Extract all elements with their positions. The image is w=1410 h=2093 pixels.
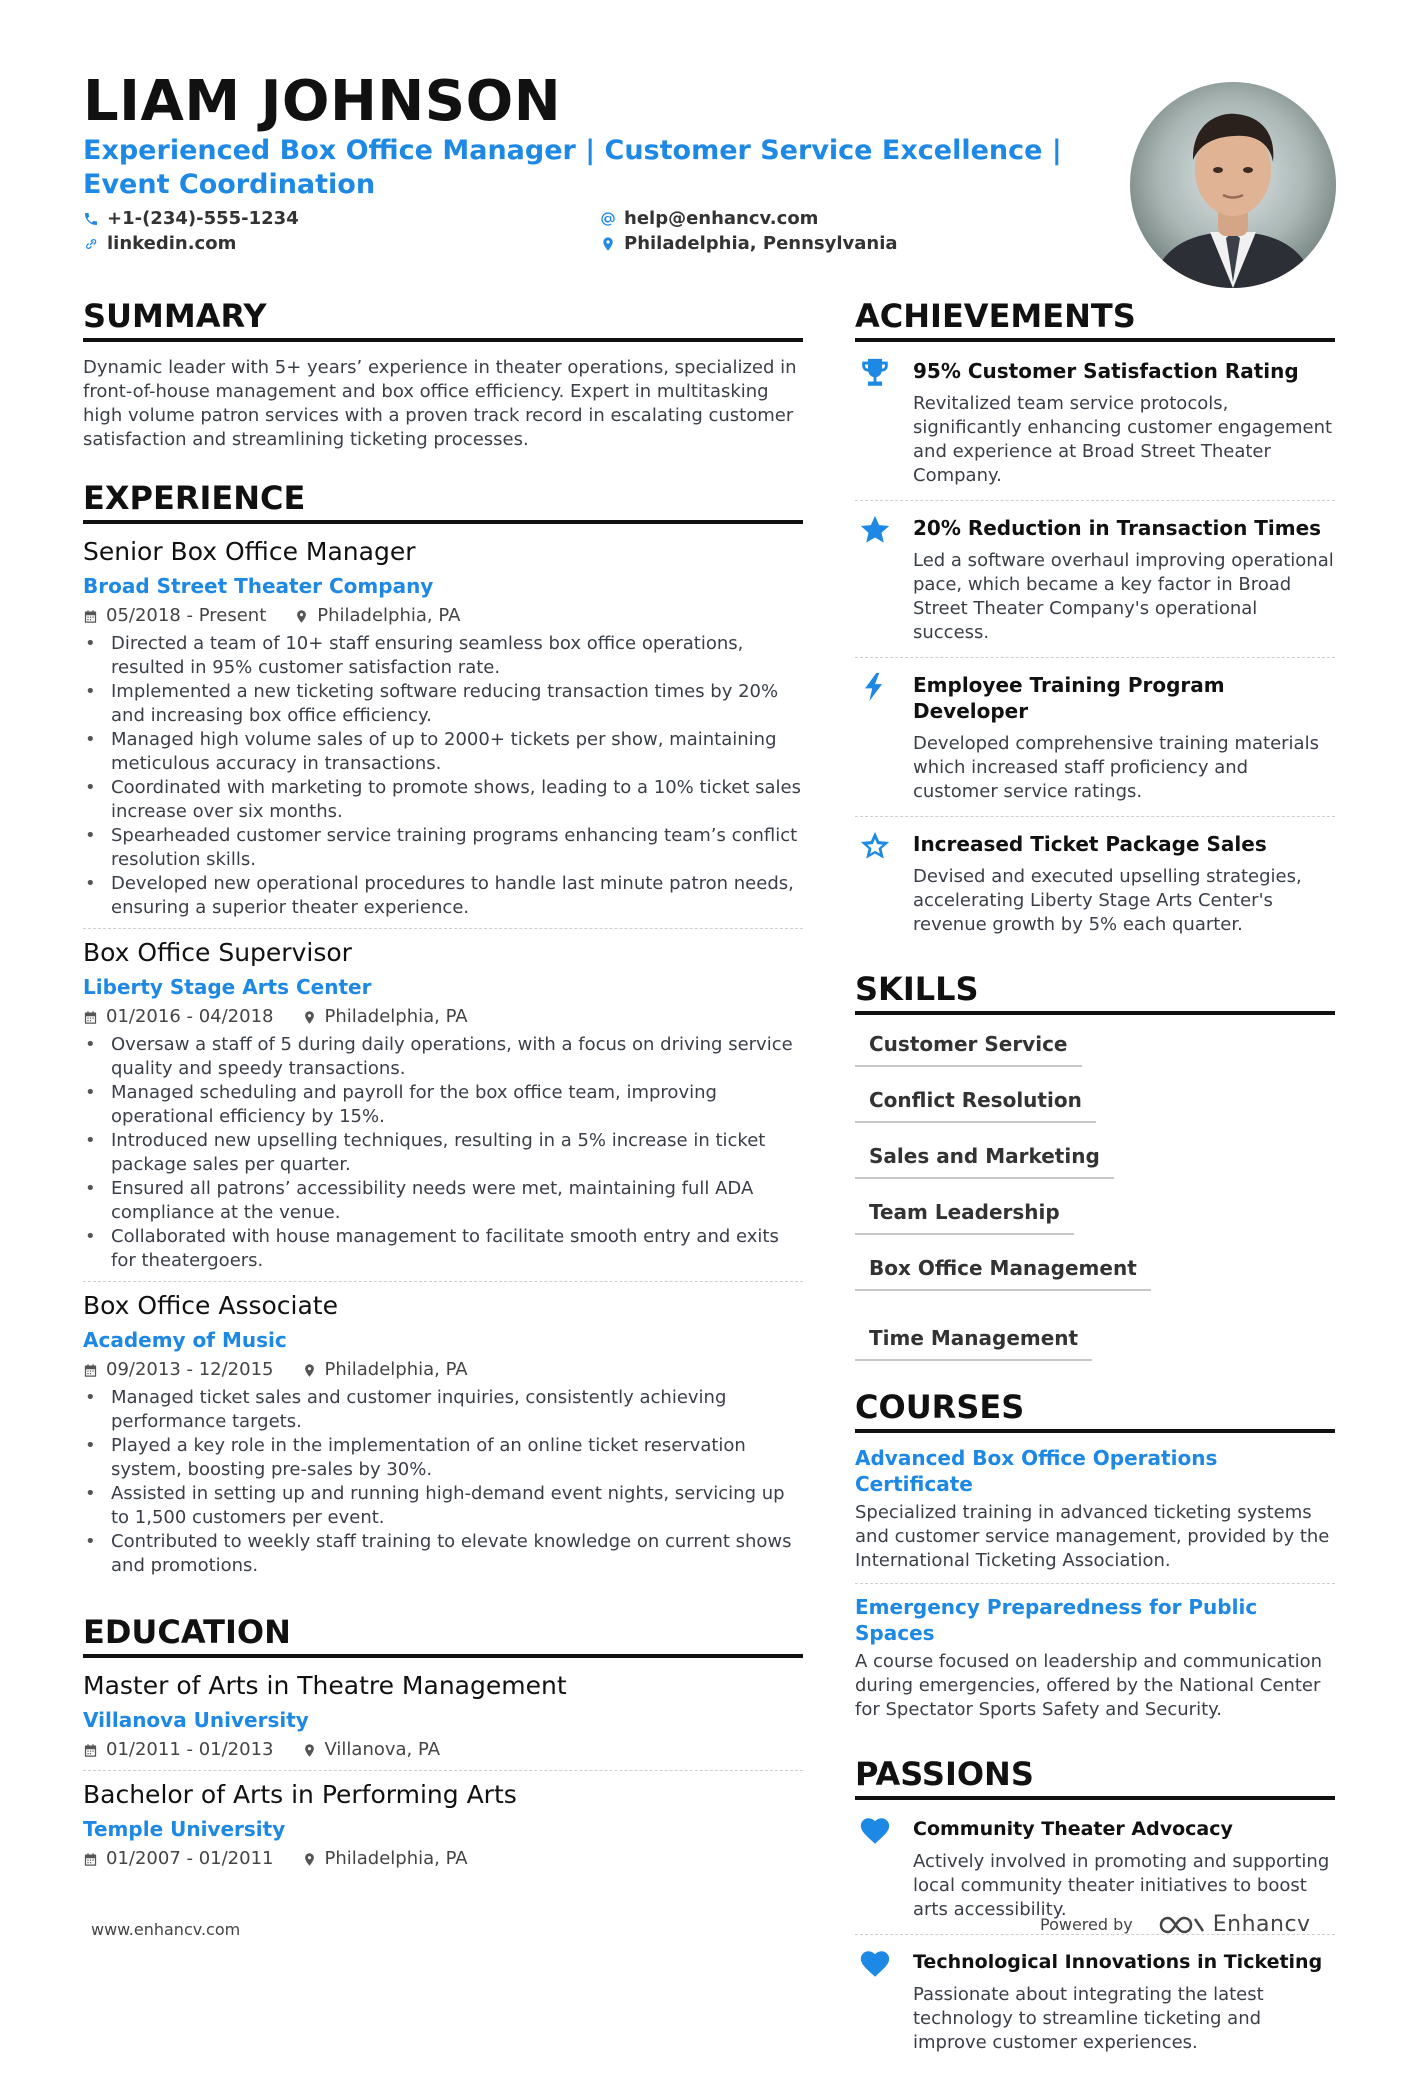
left-column bbox=[83, 296, 803, 1905]
education-entry bbox=[83, 1771, 803, 1879]
education-heading: EDUCATION bbox=[83, 1612, 803, 1658]
skills-heading: SKILLS bbox=[855, 969, 1335, 1015]
achievement-item bbox=[855, 501, 1335, 658]
location-pin-icon bbox=[302, 1852, 317, 1867]
education-meta bbox=[83, 1738, 803, 1762]
passions-heading: PASSIONS bbox=[855, 1754, 1335, 1800]
job-bullet: • Played a key role in the implementation of an online ticket reservation system, boosting pre-sales by 30%. bbox=[83, 1434, 803, 1482]
job-bullet: • Collaborated with house management to facilitate smooth entry and exits for theatergoers. bbox=[83, 1225, 803, 1273]
education-location-text: Philadelphia, PA bbox=[324, 1848, 468, 1869]
education-meta bbox=[83, 1847, 803, 1871]
passion-title: Community Theater Advocacy bbox=[913, 1818, 1233, 1840]
school-name: Temple University bbox=[83, 1817, 286, 1841]
achievements-list bbox=[855, 344, 1335, 949]
trophy-icon bbox=[855, 356, 895, 396]
right-column bbox=[855, 296, 1335, 2093]
at-icon bbox=[600, 211, 616, 227]
contact-email[interactable] bbox=[600, 208, 818, 230]
job-title: Senior Box Office Manager bbox=[83, 537, 416, 566]
job-bullets bbox=[83, 632, 803, 920]
star-icon bbox=[855, 513, 895, 553]
lightning-icon bbox=[855, 670, 895, 710]
portrait-illustration bbox=[1130, 82, 1336, 288]
location-pin-icon bbox=[302, 1363, 317, 1378]
candidate-tagline: Experienced Box Office Manager | Customer Service Excellence | Event Coordination bbox=[83, 135, 1062, 200]
education-entry bbox=[83, 1662, 803, 1771]
job-bullet: • Contributed to weekly staff training to elevate knowledge on current shows and promotions. bbox=[83, 1530, 803, 1578]
job-location bbox=[294, 604, 460, 628]
achievement-title: Employee Training Program Developer bbox=[913, 673, 1225, 723]
job-entry bbox=[83, 528, 803, 929]
location-pin-icon bbox=[302, 1010, 317, 1025]
job-meta bbox=[83, 1005, 803, 1029]
job-bullet: • Assisted in setting up and running high-demand event nights, servicing up to 1,500 customers per event. bbox=[83, 1482, 803, 1530]
job-title: Box Office Associate bbox=[83, 1291, 338, 1320]
achievement-item bbox=[855, 344, 1335, 501]
email-text: help@enhancv.com bbox=[624, 208, 819, 229]
heart-icon bbox=[855, 1947, 895, 1987]
phone-icon bbox=[83, 211, 99, 227]
course-item bbox=[855, 1584, 1335, 1732]
skill-tag: Customer Service bbox=[855, 1025, 1082, 1067]
job-dates bbox=[83, 1005, 274, 1029]
summary-section bbox=[83, 296, 803, 452]
job-title: Box Office Supervisor bbox=[83, 938, 352, 967]
phone-text: +1-(234)-555-1234 bbox=[107, 208, 299, 229]
star-outline-icon bbox=[855, 829, 895, 869]
education-dates bbox=[83, 1738, 274, 1762]
achievement-text: Developed comprehensive training materials which increased staff proficiency and customer service ratings. bbox=[913, 733, 1319, 802]
achievement-item bbox=[855, 817, 1335, 949]
course-text: A course focused on leadership and communication during emergencies, offered by the National Center for Spectator Sports Safety and Security. bbox=[855, 1651, 1323, 1720]
job-meta bbox=[83, 604, 803, 628]
link-icon bbox=[83, 236, 99, 252]
skill-tag: Box Office Management bbox=[855, 1249, 1151, 1291]
education-location bbox=[302, 1738, 441, 1762]
course-title: Advanced Box Office Operations Certificate bbox=[855, 1446, 1218, 1496]
enhancv-logo-icon bbox=[1157, 1913, 1205, 1937]
job-meta bbox=[83, 1358, 803, 1382]
degree-title: Bachelor of Arts in Performing Arts bbox=[83, 1780, 517, 1809]
course-text: Specialized training in advanced ticketing systems and customer service management, provided by the International Ticketing Association. bbox=[855, 1502, 1330, 1571]
job-bullet: • Developed new operational procedures to handle last minute patron needs, ensuring a superior theater experience. bbox=[83, 872, 803, 920]
courses-heading: COURSES bbox=[855, 1387, 1335, 1433]
education-list bbox=[83, 1662, 803, 1879]
job-dates bbox=[83, 1358, 274, 1382]
achievements-heading: ACHIEVEMENTS bbox=[855, 296, 1335, 342]
course-item bbox=[855, 1435, 1335, 1584]
job-dates-text: 05/2018 - Present bbox=[106, 605, 267, 626]
job-bullet: • Directed a team of 10+ staff ensuring seamless box office operations, resulted in 95% customer satisfaction rate. bbox=[83, 632, 803, 680]
job-bullet: • Coordinated with marketing to promote shows, leading to a 10% ticket sales increase over six months. bbox=[83, 776, 803, 824]
footer-branding bbox=[1040, 1912, 1311, 1937]
course-title: Emergency Preparedness for Public Spaces bbox=[855, 1595, 1258, 1645]
achievement-item bbox=[855, 658, 1335, 817]
achievement-title: 20% Reduction in Transaction Times bbox=[913, 516, 1322, 540]
courses-section bbox=[855, 1387, 1335, 1732]
achievement-text: Led a software overhaul improving operational pace, which became a key factor in Broad Street Theater Company's operational success. bbox=[913, 550, 1334, 643]
education-location bbox=[302, 1847, 468, 1871]
location-pin-icon bbox=[294, 609, 309, 624]
job-location-text: Philadelphia, PA bbox=[324, 1006, 468, 1027]
experience-list bbox=[83, 528, 803, 1586]
education-location-text: Villanova, PA bbox=[324, 1739, 441, 1760]
contact-linkedin[interactable] bbox=[83, 233, 236, 255]
skill-tag: Conflict Resolution bbox=[855, 1081, 1096, 1123]
courses-list bbox=[855, 1435, 1335, 1732]
job-bullet: • Ensured all patrons’ accessibility needs were met, maintaining full ADA compliance at the venue. bbox=[83, 1177, 803, 1225]
job-location-text: Philadelphia, PA bbox=[317, 605, 461, 626]
passions-section bbox=[855, 1754, 1335, 2067]
location-pin-icon bbox=[302, 1743, 317, 1758]
job-bullet: • Implemented a new ticketing software reducing transaction times by 20% and increasing box office efficiency. bbox=[83, 680, 803, 728]
education-dates bbox=[83, 1847, 274, 1871]
education-dates-text: 01/2011 - 01/2013 bbox=[106, 1739, 274, 1760]
contact-phone bbox=[83, 208, 299, 230]
job-location bbox=[302, 1005, 468, 1029]
passion-text: Actively involved in promoting and supporting local community theater initiatives to boost arts accessibility. bbox=[913, 1851, 1330, 1920]
job-location-text: Philadelphia, PA bbox=[324, 1359, 468, 1380]
education-section bbox=[83, 1612, 803, 1879]
job-bullets bbox=[83, 1033, 803, 1273]
job-bullet: • Spearheaded customer service training programs enhancing team’s conflict resolution skills. bbox=[83, 824, 803, 872]
job-dates bbox=[83, 604, 266, 628]
job-bullet: • Oversaw a staff of 5 during daily operations, with a focus on driving service quality and speedy transactions. bbox=[83, 1033, 803, 1081]
job-bullet: • Managed ticket sales and customer inquiries, consistently achieving performance targets. bbox=[83, 1386, 803, 1434]
calendar-icon bbox=[83, 1852, 98, 1867]
job-company: Broad Street Theater Company bbox=[83, 574, 434, 598]
passion-item bbox=[855, 1935, 1335, 2067]
location-pin-icon bbox=[600, 236, 616, 252]
calendar-icon bbox=[83, 1743, 98, 1758]
passion-title: Technological Innovations in Ticketing bbox=[913, 1951, 1323, 1973]
degree-title: Master of Arts in Theatre Management bbox=[83, 1671, 567, 1700]
skill-tag: Sales and Marketing bbox=[855, 1137, 1114, 1179]
job-bullet: • Managed high volume sales of up to 2000+ tickets per show, maintaining meticulous accuracy in transactions. bbox=[83, 728, 803, 776]
job-entry bbox=[83, 929, 803, 1282]
achievements-section bbox=[855, 296, 1335, 949]
passion-text: Passionate about integrating the latest technology to streamline ticketing and improve customer experiences. bbox=[913, 1984, 1264, 2053]
achievement-text: Revitalized team service protocols, significantly enhancing customer engagement and experience at Broad Street Theater Company. bbox=[913, 393, 1333, 486]
summary-text: Dynamic leader with 5+ years’ experience in theater operations, specialized in front-of-house management and box office efficiency. Expert in multitasking high volume patron services with a proven track record in escalating customer satisfaction and streamlining ticketing processes. bbox=[83, 357, 797, 450]
calendar-icon bbox=[83, 609, 98, 624]
achievement-title: Increased Ticket Package Sales bbox=[913, 832, 1267, 856]
achievement-title: 95% Customer Satisfaction Rating bbox=[913, 359, 1299, 383]
job-location bbox=[302, 1358, 468, 1382]
skill-tag: Time Management bbox=[855, 1319, 1092, 1361]
education-dates-text: 01/2007 - 01/2011 bbox=[106, 1848, 274, 1869]
job-company: Liberty Stage Arts Center bbox=[83, 975, 372, 999]
profile-photo bbox=[1130, 82, 1336, 288]
heart-icon bbox=[855, 1814, 895, 1854]
powered-by-text: Powered by bbox=[1040, 1915, 1133, 1934]
skill-tag: Team Leadership bbox=[855, 1193, 1074, 1235]
linkedin-text: linkedin.com bbox=[107, 233, 237, 254]
location-text: Philadelphia, Pennsylvania bbox=[624, 233, 898, 254]
candidate-name: LIAM JOHNSON bbox=[83, 69, 562, 134]
job-dates-text: 09/2013 - 12/2015 bbox=[106, 1359, 274, 1380]
job-bullets bbox=[83, 1386, 803, 1578]
school-name: Villanova University bbox=[83, 1708, 309, 1732]
calendar-icon bbox=[83, 1010, 98, 1025]
job-dates-text: 01/2016 - 04/2018 bbox=[106, 1006, 274, 1027]
skills-section bbox=[855, 969, 1335, 1361]
contact-location bbox=[600, 233, 898, 255]
footer-website[interactable]: www.enhancv.com bbox=[91, 1920, 241, 1939]
calendar-icon bbox=[83, 1363, 98, 1378]
summary-heading: SUMMARY bbox=[83, 296, 803, 342]
job-company: Academy of Music bbox=[83, 1328, 287, 1352]
achievement-text: Devised and executed upselling strategies, accelerating Liberty Stage Arts Center's revenue growth by 5% each quarter. bbox=[913, 866, 1302, 935]
job-entry bbox=[83, 1282, 803, 1586]
brand-name: Enhancv bbox=[1212, 1912, 1311, 1937]
enhancv-logo[interactable] bbox=[1157, 1912, 1311, 1937]
skills-list bbox=[855, 1025, 1335, 1361]
experience-section bbox=[83, 478, 803, 1586]
job-bullet: • Managed scheduling and payroll for the box office team, improving operational efficiency by 15%. bbox=[83, 1081, 803, 1129]
job-bullet: • Introduced new upselling techniques, resulting in a 5% increase in ticket package sales per quarter. bbox=[83, 1129, 803, 1177]
experience-heading: EXPERIENCE bbox=[83, 478, 803, 524]
